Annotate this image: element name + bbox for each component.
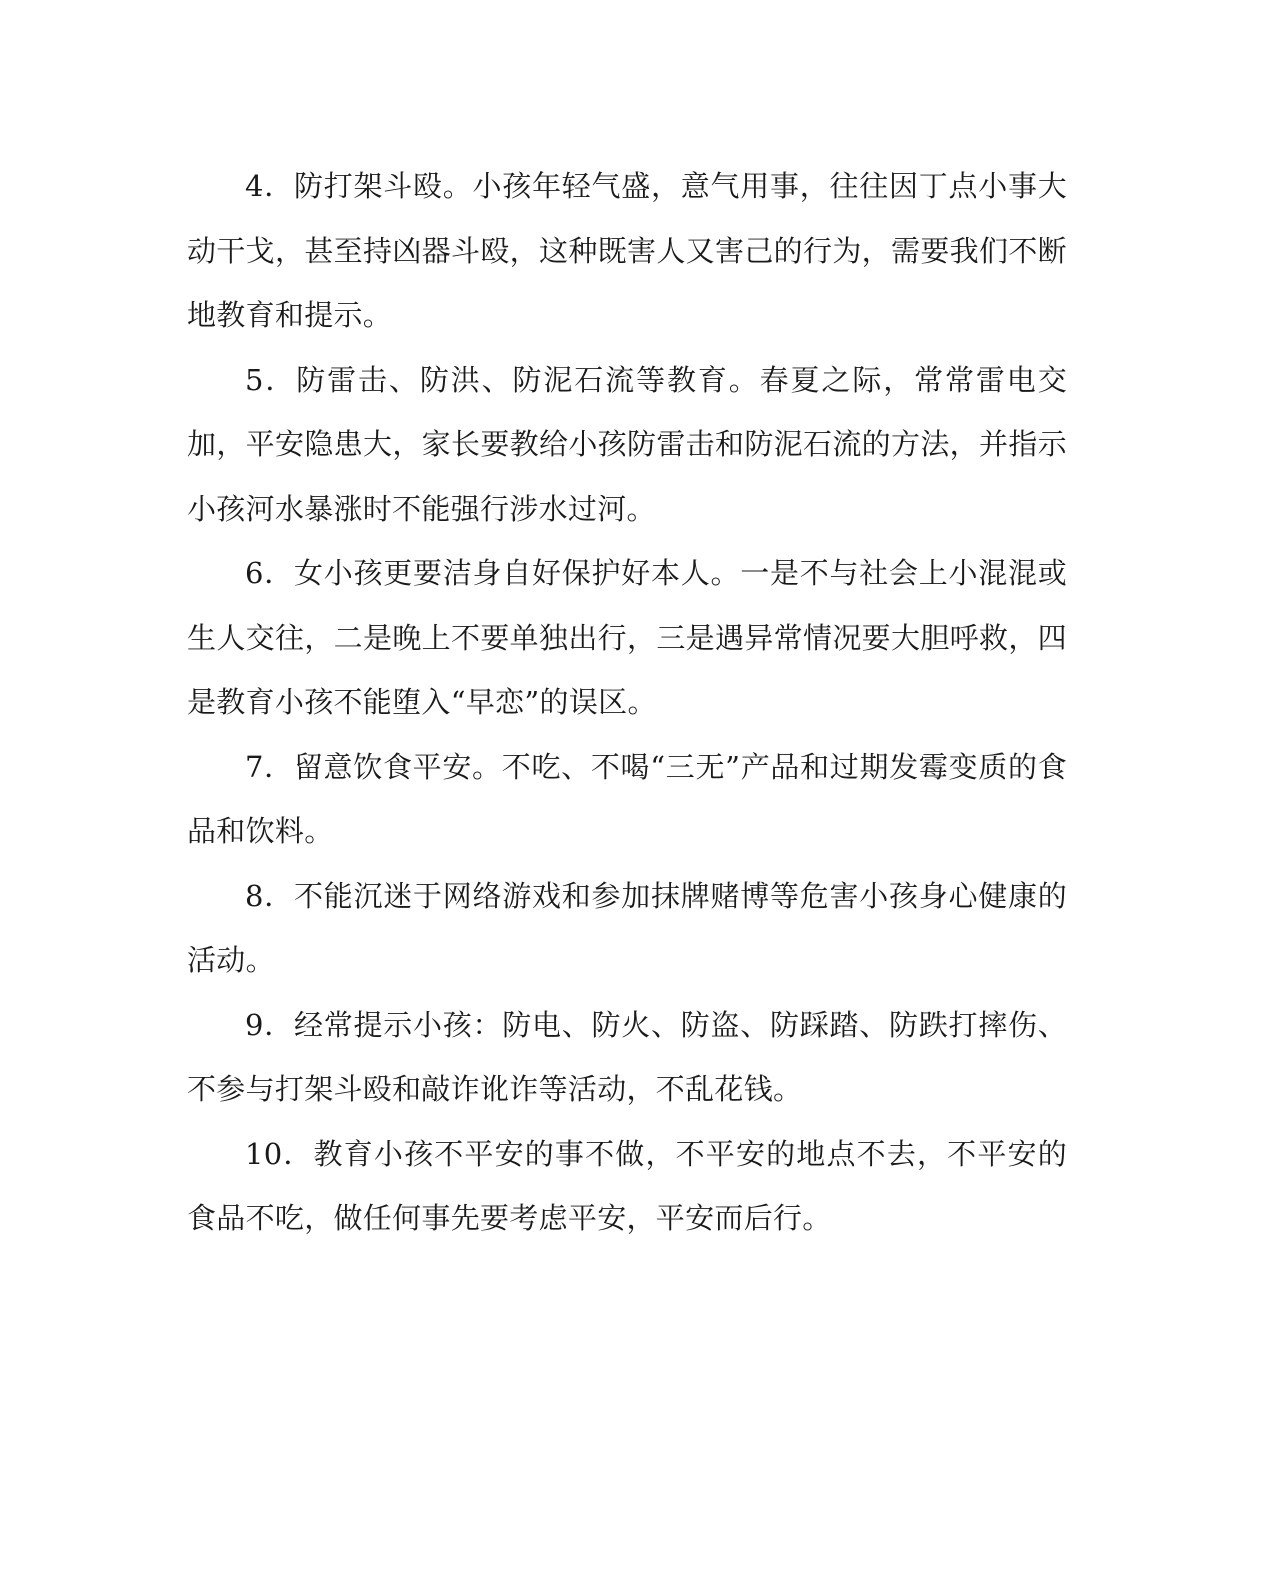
paragraph-item-9: 9．经常提示小孩：防电、防火、防盗、防踩踏、防跌打摔伤、不参与打架斗殴和敲诈讹诈等活动，不乱花钱。 [187, 1007, 1067, 1106]
paragraph-item-7: 7．留意饮食平安。不吃、不喝“三无”产品和过期发霉变质的食品和饮料。 [187, 749, 1067, 848]
paragraph-item-8: 8．不能沉迷于网络游戏和参加抹牌赌博等危害小孩身心健康的活动。 [187, 878, 1067, 977]
paragraph-item-5: 5．防雷击、防洪、防泥石流等教育。春夏之际，常常雷电交加，平安隐患大，家长要教给小孩防雷击和防泥石流的方法，并指示小孩河水暴涨时不能强行涉水过河。 [187, 362, 1067, 526]
paragraph-item-10: 10．教育小孩不平安的事不做，不平安的地点不去，不平安的食品不吃，做任何事先要考虑平安，平安而后行。 [187, 1136, 1067, 1235]
paragraph-item-4: 4．防打架斗殴。小孩年轻气盛，意气用事，往往因丁点小事大动干戈，甚至持凶器斗殴，这种既害人又害己的行为，需要我们不断地教育和提示。 [187, 169, 1067, 332]
paragraph-item-6: 6．女小孩更要洁身自好保护好本人。一是不与社会上小混混或生人交往，二是晚上不要单独出行，三是遇异常情况要大胆呼救，四是教育小孩不能堕入“早恋”的误区。 [187, 556, 1067, 719]
document-body [187, 154, 1067, 1251]
